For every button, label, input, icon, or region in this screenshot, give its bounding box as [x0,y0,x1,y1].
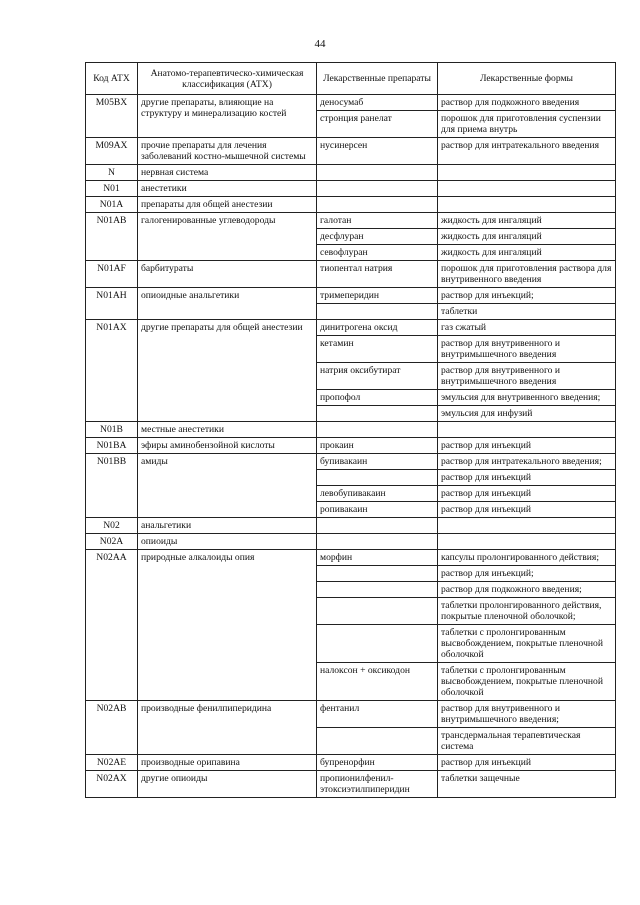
drug-name: ропивакаин [317,502,438,518]
atc-classification: природные алкалоиды опия [138,550,317,701]
dosage-form: раствор для подкожного введения [438,95,616,111]
dosage-form: трансдермальная терапевтическая система [438,728,616,755]
atc-code: M09AX [86,138,138,165]
atc-classification: прочие препараты для лечения заболеваний костно-мышечной системы [138,138,317,165]
atc-classification: галогенированные углеводороды [138,213,317,261]
dosage-form [438,197,616,213]
dosage-form: раствор для инъекций [438,470,616,486]
table-row [86,534,616,550]
drug-name: тиопентал натрия [317,261,438,288]
drug-name: тримеперидин [317,288,438,304]
atc-code: N02AX [86,771,138,798]
dosage-form: таблетки с пролонгированным высвобождением, покрытые пленочной оболочкой [438,625,616,663]
atc-classification: другие препараты для общей анестезии [138,320,317,422]
dosage-form [438,165,616,181]
dosage-form: раствор для интратекального введения; [438,454,616,470]
atc-code: N02 [86,518,138,534]
atc-code: N02A [86,534,138,550]
table-body [86,95,616,798]
drug-name: натрия оксибутират [317,363,438,390]
table-row [86,454,616,470]
drug-name [317,304,438,320]
atc-code: N01B [86,422,138,438]
drug-name [317,470,438,486]
drug-name: десфлуран [317,229,438,245]
header-forms: Лекарственные формы [438,63,616,95]
drug-name [317,625,438,663]
dosage-form: порошок для приготовления раствора для внутривенного введения [438,261,616,288]
drug-name: галотан [317,213,438,229]
table-row [86,438,616,454]
table-row [86,320,616,336]
drug-name [317,518,438,534]
atc-classification: анестетики [138,181,317,197]
atc-classification: нервная система [138,165,317,181]
atc-code: N02AB [86,701,138,755]
drug-name: морфин [317,550,438,566]
dosage-form: таблетки с пролонгированным высвобождением, покрытые пленочной оболочкой [438,663,616,701]
drug-name [317,165,438,181]
drug-name: левобупивакаин [317,486,438,502]
dosage-form: порошок для приготовления суспензии для приема внутрь [438,111,616,138]
atc-classification: анальгетики [138,518,317,534]
drug-name [317,598,438,625]
dosage-form [438,181,616,197]
dosage-form: таблетки [438,304,616,320]
dosage-form: раствор для инъекций; [438,288,616,304]
atc-classification: производные фенилпиперидина [138,701,317,755]
atc-code: N01A [86,197,138,213]
table-row [86,95,616,111]
drug-name: бупренорфин [317,755,438,771]
table-header-row [86,63,616,95]
drug-name: севофлуран [317,245,438,261]
atc-code: N01AF [86,261,138,288]
dosage-form: раствор для внутривенного и внутримышечного введения [438,336,616,363]
dosage-form: таблетки защечные [438,771,616,798]
dosage-form: эмульсия для инфузий [438,406,616,422]
atc-code: N [86,165,138,181]
drug-name: пропофол [317,390,438,406]
dosage-form: капсулы пролонгированного действия; [438,550,616,566]
dosage-form: раствор для инъекций [438,502,616,518]
table-row [86,755,616,771]
table-row [86,701,616,728]
drug-name: нусинерсен [317,138,438,165]
drug-name [317,582,438,598]
drug-name [317,728,438,755]
table-row [86,197,616,213]
dosage-form [438,518,616,534]
atc-table [85,62,616,798]
dosage-form: жидкость для ингаляций [438,229,616,245]
atc-classification: производные орипавина [138,755,317,771]
atc-classification: местные анестетики [138,422,317,438]
drug-name: прокаин [317,438,438,454]
dosage-form: раствор для инъекций [438,438,616,454]
dosage-form: раствор для подкожного введения; [438,582,616,598]
drug-name: кетамин [317,336,438,363]
atc-classification: другие опиоиды [138,771,317,798]
table-row [86,518,616,534]
dosage-form: жидкость для ингаляций [438,213,616,229]
drug-name [317,406,438,422]
atc-classification: другие препараты, влияющие на структуру и минерализацию костей [138,95,317,138]
dosage-form: раствор для инъекций [438,486,616,502]
dosage-form: газ сжатый [438,320,616,336]
atc-code: N01AX [86,320,138,422]
atc-classification: амиды [138,454,317,518]
drug-name [317,181,438,197]
table-row [86,550,616,566]
drug-name [317,534,438,550]
header-classification: Анатомо-терапевтическо-химическая классификация (АТХ) [138,63,317,95]
dosage-form: раствор для внутривенного и внутримышечного введения [438,363,616,390]
dosage-form: таблетки пролонгированного действия, покрытые пленочной оболочкой; [438,598,616,625]
atc-classification: препараты для общей анестезии [138,197,317,213]
atc-code: N01BB [86,454,138,518]
header-drugs: Лекарственные препараты [317,63,438,95]
atc-code: N01AB [86,213,138,261]
atc-code: N02AE [86,755,138,771]
atc-code: N01 [86,181,138,197]
dosage-form: эмульсия для внутривенного введения; [438,390,616,406]
dosage-form: жидкость для ингаляций [438,245,616,261]
page-number: 44 [314,38,326,50]
drug-name: деносумаб [317,95,438,111]
table-row [86,138,616,165]
table-row [86,181,616,197]
drug-name: фентанил [317,701,438,728]
atc-code: M05BX [86,95,138,138]
atc-code: N01AH [86,288,138,320]
atc-classification: опиоиды [138,534,317,550]
table-row [86,165,616,181]
table-row [86,771,616,798]
drug-name: динитрогена оксид [317,320,438,336]
atc-classification: барбитураты [138,261,317,288]
table-row [86,422,616,438]
drug-name [317,566,438,582]
atc-classification: эфиры аминобензойной кислоты [138,438,317,454]
atc-classification: опиоидные анальгетики [138,288,317,320]
drug-name: бупивакаин [317,454,438,470]
dosage-form: раствор для внутривенного и внутримышечного введения; [438,701,616,728]
drug-name: налоксон + оксикодон [317,663,438,701]
drug-name [317,197,438,213]
atc-code: N02AA [86,550,138,701]
atc-code: N01BA [86,438,138,454]
table-row [86,213,616,229]
drug-name [317,422,438,438]
dosage-form [438,422,616,438]
dosage-form: раствор для интратекального введения [438,138,616,165]
dosage-form [438,534,616,550]
table-row [86,288,616,304]
table-row [86,261,616,288]
dosage-form: раствор для инъекций [438,755,616,771]
header-code: Код АТХ [86,63,138,95]
drug-name: пропионилфенил-этоксиэтилпиперидин [317,771,438,798]
drug-name: стронция ранелат [317,111,438,138]
dosage-form: раствор для инъекций; [438,566,616,582]
